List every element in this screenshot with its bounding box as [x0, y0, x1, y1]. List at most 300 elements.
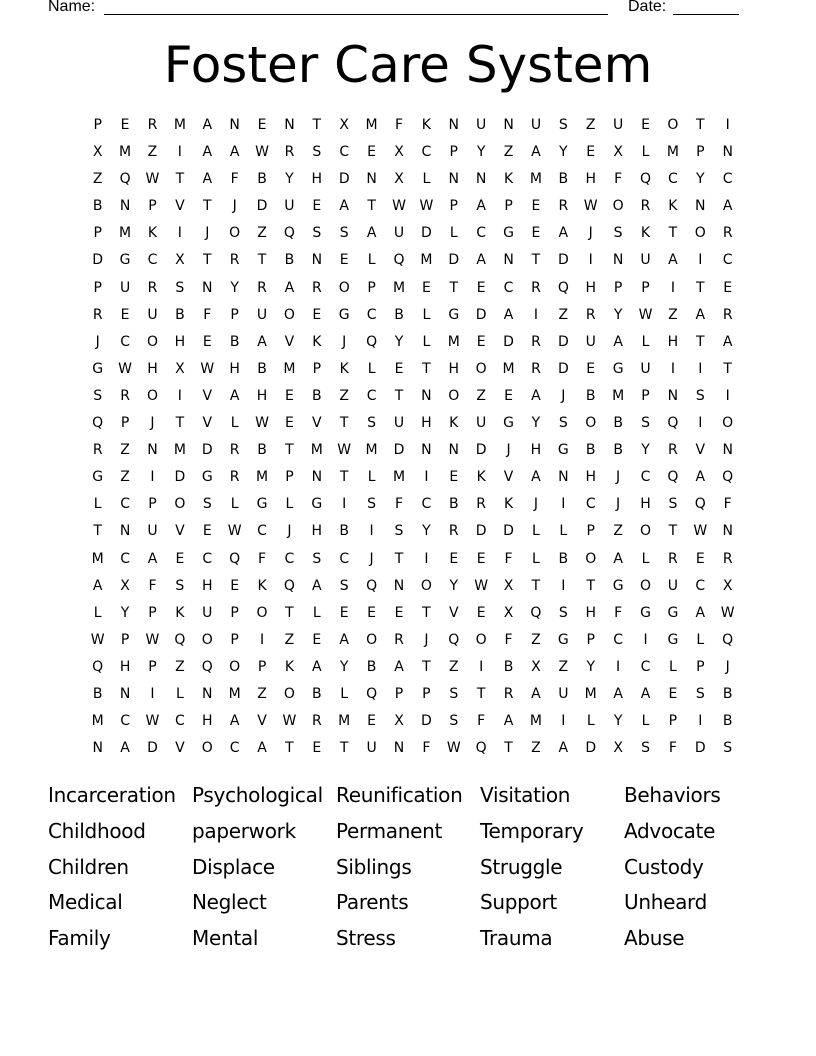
date-blank-line[interactable] [673, 14, 739, 15]
grid-letter: X [503, 604, 514, 621]
word-list [48, 778, 768, 957]
grid-letter: O [229, 658, 241, 675]
grid-letter: B [503, 658, 514, 675]
grid-letter: R [229, 252, 240, 269]
grid-letter: J [588, 225, 593, 242]
grid-letter: V [175, 523, 185, 540]
grid-letter: N [448, 171, 460, 188]
grid-letter: O [201, 631, 213, 648]
grid-letter: I [342, 496, 347, 513]
grid-letter: R [92, 442, 103, 459]
grid-letter: L [668, 658, 677, 675]
grid-letter: N [612, 252, 624, 269]
word-list-item: Unheard [624, 890, 708, 915]
grid-letter: N [421, 442, 432, 459]
grid-letter: A [257, 333, 267, 350]
grid-letter: G [667, 604, 679, 621]
grid-letter: D [557, 252, 569, 269]
grid-letter: H [585, 469, 596, 486]
grid-letter: B [448, 496, 459, 513]
grid-letter: T [93, 523, 102, 540]
grid-letter: W [337, 442, 352, 459]
grid-letter: V [202, 415, 213, 432]
grid-letter: C [421, 496, 432, 513]
grid-letter: J [616, 496, 621, 513]
grid-letter: M [365, 442, 378, 459]
grid-letter: O [475, 631, 487, 648]
grid-letter: B [257, 171, 267, 188]
grid-letter: T [339, 415, 349, 432]
grid-letter: O [448, 387, 460, 404]
grid-letter: A [339, 631, 349, 648]
grid-letter: E [257, 117, 267, 133]
grid-letter: I [369, 523, 374, 540]
grid-letter: P [148, 198, 157, 215]
grid-letter: G [338, 306, 350, 323]
grid-letter: S [695, 685, 705, 702]
grid-row [84, 220, 742, 247]
grid-letter: T [285, 604, 294, 621]
grid-letter: L [93, 604, 102, 621]
grid-letter: B [257, 442, 267, 459]
grid-letter: E [695, 550, 705, 567]
grid-letter: T [175, 415, 185, 432]
word-list-item: Family [48, 926, 111, 951]
grid-letter: B [722, 713, 733, 730]
grid-letter: Y [586, 658, 595, 675]
grid-letter: T [394, 387, 404, 404]
grid-letter: M [283, 360, 296, 377]
grid-letter: L [367, 360, 376, 377]
grid-letter: F [394, 117, 404, 133]
grid-letter: M [119, 225, 132, 242]
grid-letter: C [640, 469, 651, 486]
grid-letter: V [175, 198, 185, 215]
grid-letter: S [312, 144, 322, 161]
grid-letter: Y [422, 523, 431, 540]
name-blank-line[interactable] [104, 14, 608, 15]
grid-letter: L [449, 225, 458, 242]
grid-letter: P [230, 631, 239, 648]
grid-letter: R [448, 523, 459, 540]
grid-letter: P [93, 225, 102, 242]
grid-row [84, 410, 742, 437]
grid-letter: E [312, 306, 322, 323]
grid-letter: E [531, 225, 541, 242]
grid-letter: H [201, 713, 213, 730]
grid-letter: I [424, 550, 429, 567]
grid-letter: M [529, 713, 542, 730]
grid-letter: K [257, 577, 267, 594]
grid-letter: R [722, 225, 733, 242]
name-label: Name: [48, 0, 96, 15]
grid-letter: M [420, 252, 433, 269]
grid-letter: F [668, 740, 677, 757]
grid-letter: M [612, 387, 625, 404]
grid-letter: B [312, 685, 322, 702]
grid-letter: O [585, 415, 597, 432]
grid-letter: E [202, 333, 212, 350]
grid-letter: D [475, 306, 487, 323]
grid-letter: E [476, 279, 486, 296]
grid-row [84, 518, 742, 545]
grid-letter: X [394, 171, 404, 188]
grid-letter: H [448, 360, 460, 377]
grid-letter: A [312, 658, 322, 675]
word-list-item: Trauma [480, 926, 553, 951]
grid-letter: K [503, 171, 514, 188]
grid-letter: A [722, 333, 733, 350]
grid-letter: X [503, 577, 514, 594]
grid-letter: T [531, 252, 541, 269]
grid-letter: B [613, 442, 623, 459]
grid-letter: A [284, 279, 295, 296]
word-list-item: Childhood [48, 818, 146, 843]
grid-letter: T [312, 117, 322, 133]
grid-letter: X [531, 658, 541, 675]
grid-letter: R [668, 550, 678, 567]
grid-letter: N [695, 198, 706, 215]
grid-letter: J [725, 658, 730, 675]
grid-letter: P [696, 144, 705, 161]
grid-row [84, 681, 742, 708]
grid-letter: W [200, 360, 215, 377]
grid-letter: C [120, 550, 130, 567]
grid-letter: A [503, 306, 514, 323]
grid-letter: I [150, 685, 155, 702]
grid-letter: G [92, 360, 104, 377]
grid-letter: N [119, 523, 131, 540]
grid-letter: E [394, 604, 404, 621]
grid-letter: U [530, 117, 542, 133]
grid-letter: I [698, 252, 703, 269]
grid-letter: Q [639, 171, 652, 188]
grid-letter: Z [257, 685, 267, 702]
grid-letter: T [422, 604, 431, 621]
grid-letter: R [229, 469, 240, 486]
grid-letter: H [585, 279, 596, 296]
grid-letter: T [257, 252, 267, 269]
grid-letter: C [668, 171, 678, 188]
grid-letter: G [256, 496, 268, 513]
word-list-item: Permanent [336, 818, 443, 843]
grid-row [84, 491, 742, 518]
grid-letter: L [586, 713, 595, 730]
grid-letter: Q [694, 496, 706, 513]
grid-letter: B [229, 333, 240, 350]
grid-letter: N [558, 469, 569, 486]
letter-grid [84, 112, 742, 762]
grid-letter: M [310, 442, 323, 459]
grid-letter: Y [476, 144, 486, 161]
grid-letter: G [667, 631, 679, 648]
grid-letter: U [612, 117, 624, 133]
grid-letter: W [693, 523, 708, 540]
grid-letter: I [561, 577, 566, 594]
word-list-item: paperwork [192, 818, 296, 843]
grid-letter: P [641, 387, 650, 404]
grid-letter: T [422, 658, 431, 675]
grid-letter: N [421, 387, 432, 404]
grid-row [84, 708, 742, 735]
grid-letter: D [92, 252, 104, 269]
word-list-item: Reunification [336, 783, 463, 807]
grid-letter: O [146, 333, 158, 350]
grid-letter: D [694, 740, 706, 757]
grid-letter: P [312, 360, 322, 377]
grid-letter: J [287, 523, 292, 540]
grid-letter: A [339, 198, 349, 215]
grid-letter: R [585, 306, 596, 323]
grid-letter: A [613, 333, 623, 350]
grid-letter: A [229, 144, 240, 161]
grid-letter: Z [585, 117, 596, 133]
grid-letter: M [392, 279, 406, 296]
grid-letter: W [720, 604, 735, 621]
grid-letter: F [614, 171, 623, 188]
grid-letter: O [612, 198, 624, 215]
grid-letter: R [722, 306, 733, 323]
grid-letter: N [147, 442, 158, 459]
grid-letter: S [339, 577, 349, 594]
grid-row [84, 166, 742, 193]
grid-letter: X [394, 144, 404, 161]
grid-letter: H [530, 442, 542, 459]
grid-letter: P [285, 469, 294, 486]
grid-letter: O [146, 387, 158, 404]
grid-letter: Q [283, 225, 295, 242]
word-list-item: Neglect [192, 890, 267, 915]
grid-letter: I [259, 631, 265, 648]
grid-letter: E [641, 117, 650, 133]
grid-letter: N [202, 279, 213, 296]
grid-letter: T [202, 198, 212, 215]
grid-letter: F [394, 496, 404, 513]
grid-letter: R [92, 306, 103, 323]
grid-letter: Y [339, 658, 349, 675]
grid-letter: C [366, 387, 377, 404]
grid-letter: Q [448, 631, 460, 648]
grid-letter: D [557, 333, 569, 350]
grid-letter: S [312, 225, 322, 242]
grid-letter: L [367, 252, 376, 269]
grid-letter: B [257, 360, 267, 377]
grid-letter: I [424, 469, 429, 486]
grid-letter: B [312, 387, 322, 404]
word-list-item: Support [480, 890, 557, 915]
grid-letter: I [150, 469, 155, 486]
grid-letter: I [698, 415, 703, 432]
grid-letter: J [95, 333, 100, 350]
grid-letter: Y [394, 333, 404, 350]
grid-letter: L [422, 306, 431, 323]
grid-letter: C [174, 713, 185, 730]
grid-letter: O [667, 117, 679, 133]
grid-letter: A [558, 740, 569, 757]
grid-letter: P [668, 713, 678, 730]
grid-letter: R [531, 279, 541, 296]
grid-letter: S [449, 713, 459, 730]
grid-letter: L [367, 469, 376, 486]
grid-letter: Z [120, 442, 130, 459]
grid-letter: X [175, 252, 185, 269]
grid-letter: N [393, 740, 405, 757]
grid-row [84, 437, 742, 464]
grid-letter: Q [283, 577, 295, 594]
grid-letter: F [422, 740, 431, 757]
grid-letter: O [639, 577, 652, 594]
grid-letter: G [448, 306, 460, 323]
grid-letter: S [695, 387, 705, 404]
grid-letter: Y [285, 171, 294, 188]
grid-letter: D [393, 442, 405, 459]
grid-letter: T [504, 740, 513, 757]
grid-letter: H [201, 577, 213, 594]
grid-letter: C [421, 144, 432, 161]
grid-letter: O [475, 360, 487, 377]
grid-letter: W [145, 713, 160, 730]
grid-letter: T [668, 523, 678, 540]
grid-letter: Q [557, 279, 569, 296]
grid-letter: E [285, 415, 294, 432]
grid-letter: P [148, 604, 157, 621]
grid-letter: T [723, 360, 732, 377]
grid-letter: A [531, 685, 541, 702]
grid-letter: R [311, 713, 322, 730]
grid-letter: K [312, 333, 322, 350]
grid-letter: L [422, 333, 431, 350]
grid-letter: Z [339, 387, 349, 404]
grid-letter: C [503, 279, 514, 296]
grid-letter: G [503, 415, 514, 432]
grid-letter: A [312, 577, 322, 594]
grid-letter: D [557, 360, 569, 377]
grid-letter: B [558, 171, 569, 188]
grid-letter: K [147, 225, 158, 242]
word-list-item: Advocate [624, 818, 716, 843]
grid-letter: M [91, 713, 104, 730]
grid-letter: A [640, 685, 651, 702]
grid-letter: E [504, 387, 513, 404]
grid-letter: G [503, 225, 514, 242]
grid-letter: K [449, 415, 459, 432]
grid-letter: A [202, 117, 213, 133]
grid-letter: U [119, 279, 131, 296]
grid-letter: H [421, 415, 432, 432]
grid-letter: S [641, 415, 650, 432]
grid-letter: M [173, 442, 186, 459]
grid-letter: H [585, 171, 596, 188]
grid-letter: P [586, 523, 595, 540]
grid-letter: H [667, 333, 679, 350]
grid-letter: N [311, 469, 323, 486]
grid-letter: F [614, 604, 623, 621]
grid-letter: E [312, 631, 322, 648]
grid-letter: I [561, 496, 566, 513]
grid-letter: V [312, 415, 322, 432]
grid-letter: V [695, 442, 706, 459]
grid-letter: F [504, 550, 513, 567]
grid-letter: Z [448, 658, 459, 675]
grid-letter: Q [722, 469, 734, 486]
grid-letter: C [147, 252, 158, 269]
grid-letter: I [725, 117, 730, 133]
grid-letter: W [583, 198, 598, 215]
grid-letter: W [474, 577, 489, 594]
grid-letter: L [641, 333, 650, 350]
grid-row [84, 573, 742, 600]
grid-letter: N [503, 252, 514, 269]
grid-letter: L [532, 523, 540, 540]
grid-letter: A [257, 740, 267, 757]
grid-letter: U [393, 415, 405, 432]
grid-letter: T [449, 279, 459, 296]
grid-letter: C [257, 523, 267, 540]
grid-letter: N [366, 171, 377, 188]
grid-letter: E [312, 740, 322, 757]
word-list-item: Psychological [192, 783, 323, 807]
grid-letter: N [202, 685, 213, 702]
grid-letter: G [612, 360, 624, 377]
grid-letter: C [339, 550, 350, 567]
grid-letter: J [616, 469, 621, 486]
grid-letter: Y [613, 306, 623, 323]
grid-letter: T [696, 279, 705, 296]
grid-letter: S [175, 577, 185, 594]
grid-letter: N [311, 252, 323, 269]
grid-letter: N [503, 117, 514, 133]
grid-letter: K [421, 117, 431, 133]
page-title: Foster Care System [163, 36, 653, 94]
grid-letter: R [311, 279, 322, 296]
word-list-item: Abuse [624, 926, 685, 951]
grid-letter: T [696, 333, 705, 350]
grid-letter: P [449, 144, 458, 161]
grid-letter: M [502, 360, 515, 377]
grid-letter: Y [449, 577, 459, 594]
grid-letter: P [504, 198, 513, 215]
grid-letter: I [177, 225, 182, 242]
grid-letter: S [394, 523, 404, 540]
grid-letter: Q [667, 415, 679, 432]
word-list-item: Custody [624, 854, 704, 879]
grid-letter: Z [503, 144, 514, 161]
grid-letter: I [533, 306, 539, 323]
grid-letter: E [202, 523, 212, 540]
grid-row [84, 735, 742, 762]
grid-letter: M [365, 117, 378, 133]
grid-letter: L [641, 550, 650, 567]
grid-letter: Y [531, 415, 541, 432]
grid-row [84, 600, 742, 627]
grid-letter: O [229, 225, 241, 242]
grid-letter: B [284, 252, 295, 269]
grid-letter: A [613, 550, 623, 567]
grid-letter: C [722, 252, 733, 269]
word-list-item: Incarceration [48, 783, 176, 807]
grid-letter: G [612, 577, 624, 594]
grid-letter: P [120, 415, 130, 432]
grid-letter: M [666, 144, 679, 161]
grid-letter: K [284, 658, 295, 675]
grid-letter: I [588, 252, 593, 269]
word-list-item: Stress [336, 926, 396, 951]
grid-letter: A [366, 225, 377, 242]
grid-letter: B [585, 442, 596, 459]
grid-letter: W [227, 523, 242, 540]
grid-letter: H [640, 496, 651, 513]
grid-letter: E [367, 713, 377, 730]
